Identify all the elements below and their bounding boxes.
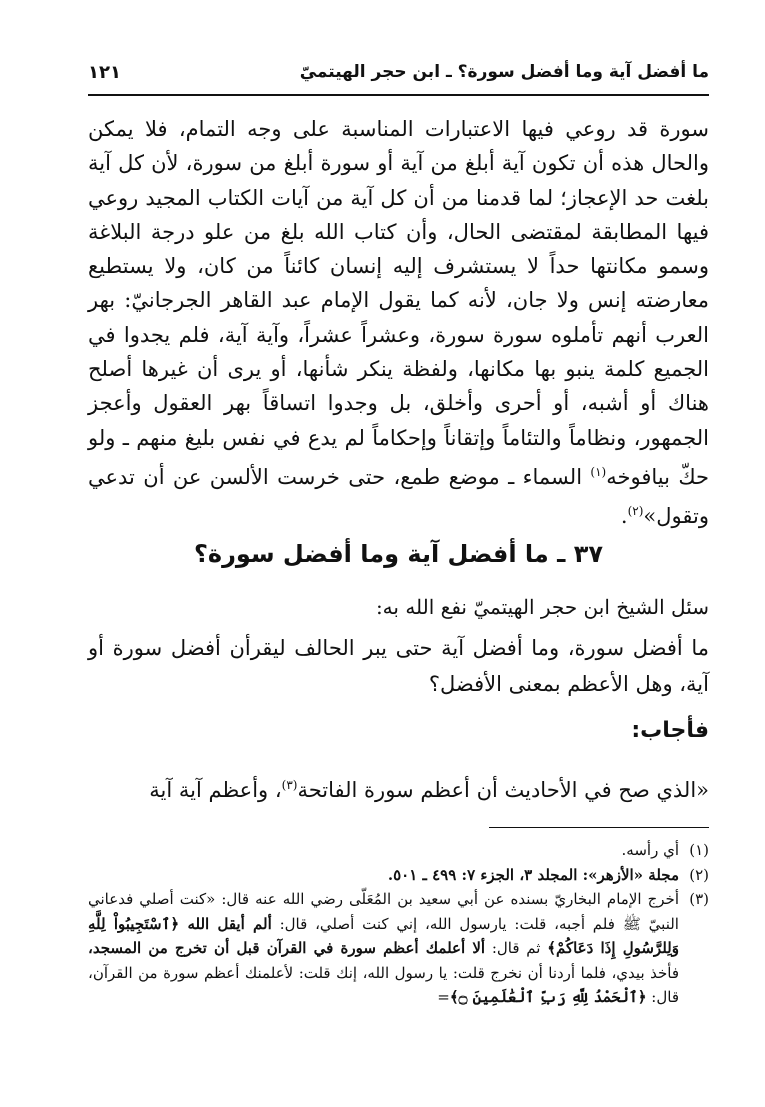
section-heading: ٣٧ ـ ما أفضل آية وما أفضل سورة؟ <box>193 540 604 568</box>
answer-text-start: «الذي صح في الأحاديث أن أعظم سورة الفاتحة <box>297 778 709 802</box>
footnote-marker: (٢) <box>689 865 709 884</box>
footnote-text-c: فأخذ بيدي، فلما أردنا أن نخرج قلت: يا رسول الله، إنك قلت: لأعلمنك أعظم سورة من القرآن، قال: <box>88 963 679 1006</box>
footnote-text: مجلة «الأزهر»: المجلد ٣، الجزء ٧: ٤٩٩ ـ ٥٠١. <box>387 865 679 884</box>
footnotes <box>88 838 709 1010</box>
paragraph-text-end: . <box>620 504 628 529</box>
footnote-1 <box>88 838 709 863</box>
body-paragraph <box>88 112 709 534</box>
footnote-ref-2[interactable]: (٢) <box>627 504 644 519</box>
footnote-bold-a: ألم أيقل الله ﴿ٱسْتَجِيبُواْ لِلَّهِ وَلِلرَّسُولِ إِذَا دَعَاكُمْ﴾ <box>88 914 679 957</box>
footnote-text: أي رأسه. <box>621 841 679 859</box>
footnote-text <box>88 887 679 1010</box>
page-header <box>88 58 709 96</box>
question-text: ما أفضل سورة، وما أفضل آية حتى يبر الحالف ليقرأن أفضل سورة أو آية، وهل الأعظم بمعنى الأفضل؟ <box>88 636 709 696</box>
paragraph-text-cont: السماء ـ موضع طمع، حتى خرست الألسن عن أن تدعي وتقول» <box>88 464 709 529</box>
running-title: ما أفضل آية وما أفضل سورة؟ ـ ابن حجر الهيتميّ <box>299 62 709 82</box>
question-intro: سئل الشيخ ابن حجر الهيتميّ نفع الله به: <box>375 595 709 619</box>
footnote-continuation: = <box>437 988 450 1006</box>
footnote-marker: (١) <box>689 841 709 859</box>
answer-label: فأجاب: <box>631 718 709 743</box>
footnote-separator <box>489 827 709 828</box>
footnote-bold-b: ألا أعلمك أعظم سورة في القرآن قبل أن تخرج من المسجد، <box>88 939 486 957</box>
footnote-text-b: ثم قال: <box>485 939 548 957</box>
footnote-text-a: أخرج الإمام البخاريّ بسنده عن أبي سعيد بن المُعَلّى رضي الله عنه قال: «كنت أصلي فدعاني النبيّ ﷺ فلم أجبه، قلت: يارسول الله، إني كنت أصلي، قال: <box>88 890 679 933</box>
footnote-bold-c: ﴿ٱلْحَمْدُ لِلَّهِ رَبِّ ٱلْعَٰلَمِينَ ۝﴾ <box>449 988 647 1006</box>
page-number: ١٢١ <box>88 62 121 83</box>
paragraph-text: سورة قد روعي فيها الاعتبارات المناسبة على وجه التمام، فلا يمكن والحال هذه أن تكون آية أبلغ من آية أو سورة أبلغ من سورة، لأن كل آية بلغت حد الإعجاز؛ لما قدمنا من أن كل آية من آيات الكتاب المجيد روعي فيها المطابقة لمقتضى الحال، وأن كتاب الله بلغ من علو درجة البلاغة وسمو مكانتها حداً لا يستشرف إليه إنسان كائناً من كان، ولا يستطيع معارضته إنس ولا جان، لأنه كما يقول الإمام عبد القاهر الجرجانيّ: بهر العرب أنهم تأملوه سورة سورة، وعشراً عشراً، وآية آية، فلم يجدوا في الجميع كلمة ينبو بها مكانها، ولفظة ينكر شأنها، أو يرى أن غيرها أصلح هناك أو أشبه، أو أحرى وأخلق، بل وجدوا اتساقاً بهر العقول وأعجز الجمهور، ونظاماً والتئاماً وإتقاناً وإحكاماً لم يدع في نفس بليغ منهم ـ ولو حكّ بيافوخه <box>88 117 709 489</box>
footnote-3 <box>88 887 709 1010</box>
footnote-marker: (٣) <box>689 890 709 908</box>
answer-text-end: ، وأعظم آية آية <box>149 778 282 802</box>
footnote-2 <box>88 863 709 888</box>
footnote-ref-1[interactable]: (١) <box>590 464 607 479</box>
answer-text <box>88 768 709 807</box>
footnote-ref-3[interactable]: (٣) <box>281 778 298 792</box>
